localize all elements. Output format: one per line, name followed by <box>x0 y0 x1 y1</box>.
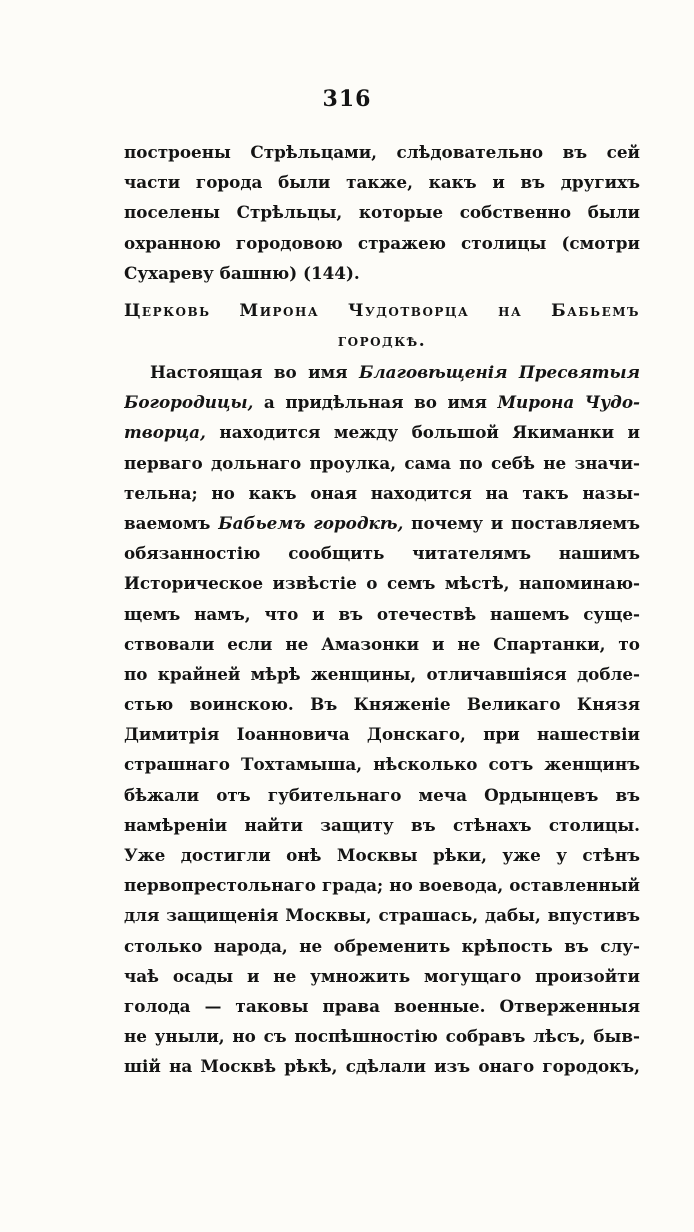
section-heading <box>124 296 640 356</box>
text-line: Сухареву башню) (144). <box>124 262 360 283</box>
italic-span: творца, <box>124 422 206 443</box>
page-number: 316 <box>322 86 372 112</box>
text-span: а придѣльная во имя <box>253 392 498 413</box>
italic-span: Благовѣщенія Пресвятыя <box>359 362 640 382</box>
text-line <box>124 508 640 538</box>
text-span: почему и поставляемъ <box>403 512 640 533</box>
text-line: перваго дольнаго проулка, сама по себѣ не значи- <box>124 452 640 473</box>
text-span: Настоящая во имя <box>150 362 360 382</box>
text-line: страшнаго Тохтамыша, нѣсколько сотъ женщинъ <box>124 754 640 775</box>
text-line: стью воинскою. Въ Княженіе Великаго Князя <box>124 694 640 715</box>
text-line: ствовали если не Амазонки и не Спартанки, то <box>124 633 640 654</box>
heading-line: Церковь Мирона Чудотворца на Бабьемъ <box>124 301 640 321</box>
text-span: ваемомъ <box>124 512 219 533</box>
text-line: охранною городовою стражею столицы (смотри <box>124 232 640 253</box>
text-line: обязанностію сообщить читателямъ нашимъ <box>124 543 640 564</box>
text-line: бѣжали отъ губительнаго меча Ордынцевъ въ <box>124 784 640 805</box>
text-line: Димитрія Іоанновича Донскаго, при нашествіи <box>124 724 640 745</box>
text-span: находится между большой Якиманки и <box>205 422 640 443</box>
text-line: шій на Москвѣ рѣкѣ, сдѣлали изъ онаго городокъ, <box>124 1056 640 1077</box>
paragraph-continuation <box>124 137 640 288</box>
text-line: по крайней мѣрѣ женщины, отличавшіяся добле- <box>124 663 640 684</box>
paragraph-main <box>124 357 640 1082</box>
text-line: тельна; но какъ оная находится на такъ назы- <box>124 482 640 503</box>
text-line: Историческое извѣстіе о семъ мѣстѣ, напоминаю- <box>124 573 640 594</box>
text-line: для защищенія Москвы, страшась, дабы, впустивъ <box>124 905 640 926</box>
text-line: первопрестольнаго града; но воевода, оставленный <box>124 875 640 896</box>
text-line <box>124 417 640 447</box>
text-line <box>124 387 640 417</box>
italic-span: Бабьемъ городкѣ, <box>218 512 404 533</box>
text-line: части города были также, какъ и въ другихъ <box>124 172 640 193</box>
text-line: построены Стрѣльцами, слѣдовательно въ сей <box>124 142 640 162</box>
text-line: поселены Стрѣльцы, которые собственно были <box>124 202 640 223</box>
italic-span: Богородицы, <box>124 392 254 413</box>
text-line: не уныли, но съ поспѣшностію собравъ лѣсъ, быв- <box>124 1026 640 1047</box>
text-line: чаѣ осады и не умножить могущаго произойти <box>124 965 640 986</box>
text-line <box>124 357 640 387</box>
italic-span: Мирона Чудо- <box>497 392 640 413</box>
text-line: голода — таковы права военные. Отверженныя <box>124 995 640 1016</box>
heading-line: городкѣ. <box>337 331 427 352</box>
text-line: намѣреніи найти защиту въ стѣнахъ столицы. <box>124 814 640 835</box>
text-line: Уже достигли онѣ Москвы рѣки, уже у стѣнъ <box>124 845 640 865</box>
text-line: столько народа, не обременить крѣпость въ слу- <box>124 935 640 956</box>
text-line: щемъ намъ, что и въ отечествѣ нашемъ суще- <box>124 603 640 624</box>
